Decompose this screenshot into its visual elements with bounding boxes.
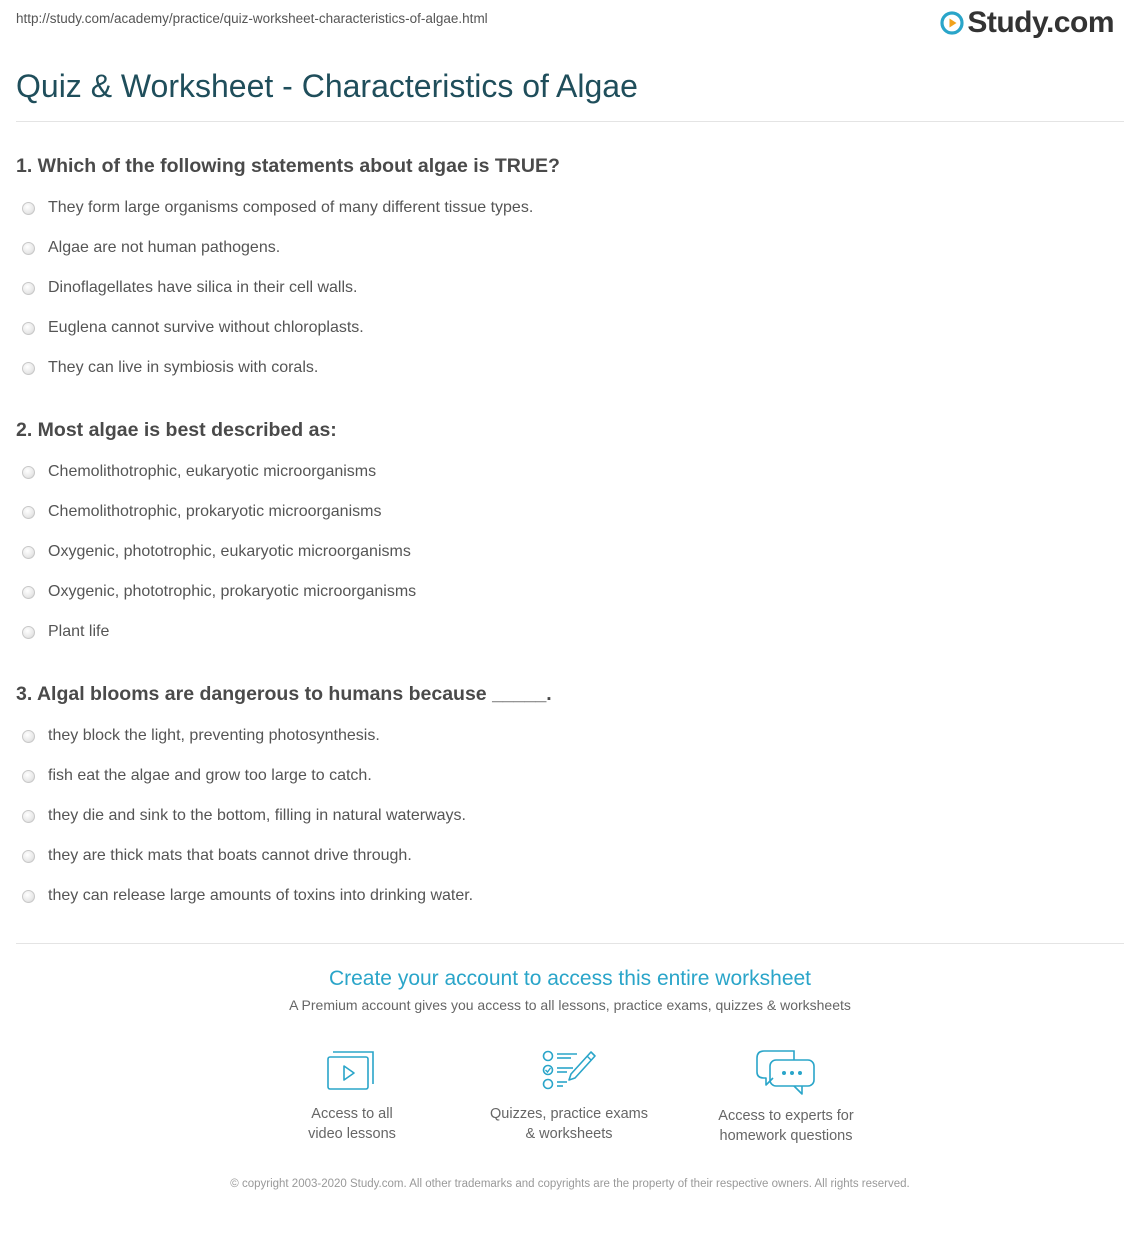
question-3-prompt: 3. Algal blooms are dangerous to humans because _____. — [16, 683, 552, 705]
feature-quizzes — [479, 1048, 659, 1144]
premium-description: A Premium account gives you access to all lessons, practice exams, quizzes & worksheets — [289, 997, 851, 1013]
option-label: Chemolithotrophic, prokaryotic microorganisms — [48, 503, 382, 520]
answer-option[interactable] — [22, 492, 416, 532]
option-label: Dinoflagellates have silica in their cell walls. — [48, 279, 358, 296]
option-label: they die and sink to the bottom, filling in natural waterways. — [48, 807, 466, 824]
answer-option[interactable] — [22, 452, 416, 492]
feature-experts — [696, 1048, 876, 1146]
radio-button[interactable] — [22, 890, 35, 903]
feature-label-line2: video lessons — [308, 1126, 396, 1142]
answer-option[interactable] — [22, 756, 473, 796]
brand-name: Study.com — [967, 6, 1114, 39]
answer-option[interactable] — [22, 268, 533, 308]
answer-option[interactable] — [22, 716, 473, 756]
option-label: they can release large amounts of toxins into drinking water. — [48, 887, 474, 904]
option-label: Chemolithotrophic, eukaryotic microorganisms — [48, 463, 377, 480]
page-title: Quiz & Worksheet - Characteristics of Algae — [16, 68, 638, 104]
radio-button[interactable] — [22, 626, 35, 639]
video-lessons-icon — [325, 1048, 379, 1094]
option-label: Oxygenic, phototrophic, prokaryotic microorganisms — [48, 583, 417, 600]
answer-option[interactable] — [22, 572, 416, 612]
play-circle-logo-icon — [940, 11, 964, 35]
question-2-prompt: 2. Most algae is best described as: — [16, 419, 337, 441]
answer-option[interactable] — [22, 228, 533, 268]
radio-button[interactable] — [22, 466, 35, 479]
feature-video-lessons — [262, 1048, 442, 1144]
answer-option[interactable] — [22, 796, 473, 836]
option-label: They can live in symbiosis with corals. — [48, 359, 319, 376]
feature-label-line1: Quizzes, practice exams — [490, 1106, 648, 1122]
radio-button[interactable] — [22, 810, 35, 823]
question-1-prompt: 1. Which of the following statements about algae is TRUE? — [16, 155, 560, 177]
radio-button[interactable] — [22, 770, 35, 783]
radio-button[interactable] — [22, 506, 35, 519]
option-label: Oxygenic, phototrophic, eukaryotic microorganisms — [48, 543, 411, 560]
feature-label-line1: Access to experts for — [718, 1108, 854, 1124]
radio-button[interactable] — [22, 282, 35, 295]
study-logo[interactable] — [940, 6, 1114, 40]
feature-label-line2: homework questions — [719, 1128, 853, 1144]
question-1-options — [22, 188, 533, 388]
option-label: they are thick mats that boats cannot drive through. — [48, 847, 412, 864]
option-label: Plant life — [48, 623, 110, 640]
answer-option[interactable] — [22, 532, 416, 572]
feature-label-line2: & worksheets — [525, 1126, 613, 1142]
chat-bubbles-icon — [754, 1048, 818, 1096]
create-account-link[interactable]: Create your account to access this entire worksheet — [328, 967, 812, 990]
page-url: http://study.com/academy/practice/quiz-worksheet-characteristics-of-algae.html — [16, 11, 488, 26]
radio-button[interactable] — [22, 322, 35, 335]
copyright-footer: © copyright 2003-2020 Study.com. All other trademarks and copyrights are the property of their respective owners. All rights reserved. — [230, 1178, 910, 1190]
radio-button[interactable] — [22, 362, 35, 375]
question-3-options — [22, 716, 473, 916]
feature-label-line1: Access to all — [311, 1106, 393, 1122]
title-divider — [16, 121, 1124, 122]
radio-button[interactable] — [22, 546, 35, 559]
radio-button[interactable] — [22, 730, 35, 743]
answer-option[interactable] — [22, 612, 416, 652]
promo-divider — [16, 943, 1124, 944]
option-label: Euglena cannot survive without chloroplasts. — [48, 319, 364, 336]
answer-option[interactable] — [22, 308, 533, 348]
option-label: they block the light, preventing photosynthesis. — [48, 727, 380, 744]
option-label: fish eat the algae and grow too large to catch. — [48, 767, 372, 784]
answer-option[interactable] — [22, 348, 533, 388]
answer-option[interactable] — [22, 188, 533, 228]
option-label: They form large organisms composed of many different tissue types. — [48, 199, 534, 216]
question-2-options — [22, 452, 416, 652]
answer-option[interactable] — [22, 836, 473, 876]
option-label: Algae are not human pathogens. — [48, 239, 281, 256]
radio-button[interactable] — [22, 242, 35, 255]
radio-button[interactable] — [22, 850, 35, 863]
answer-option[interactable] — [22, 876, 473, 916]
quiz-checklist-icon — [541, 1048, 597, 1094]
radio-button[interactable] — [22, 586, 35, 599]
radio-button[interactable] — [22, 202, 35, 215]
